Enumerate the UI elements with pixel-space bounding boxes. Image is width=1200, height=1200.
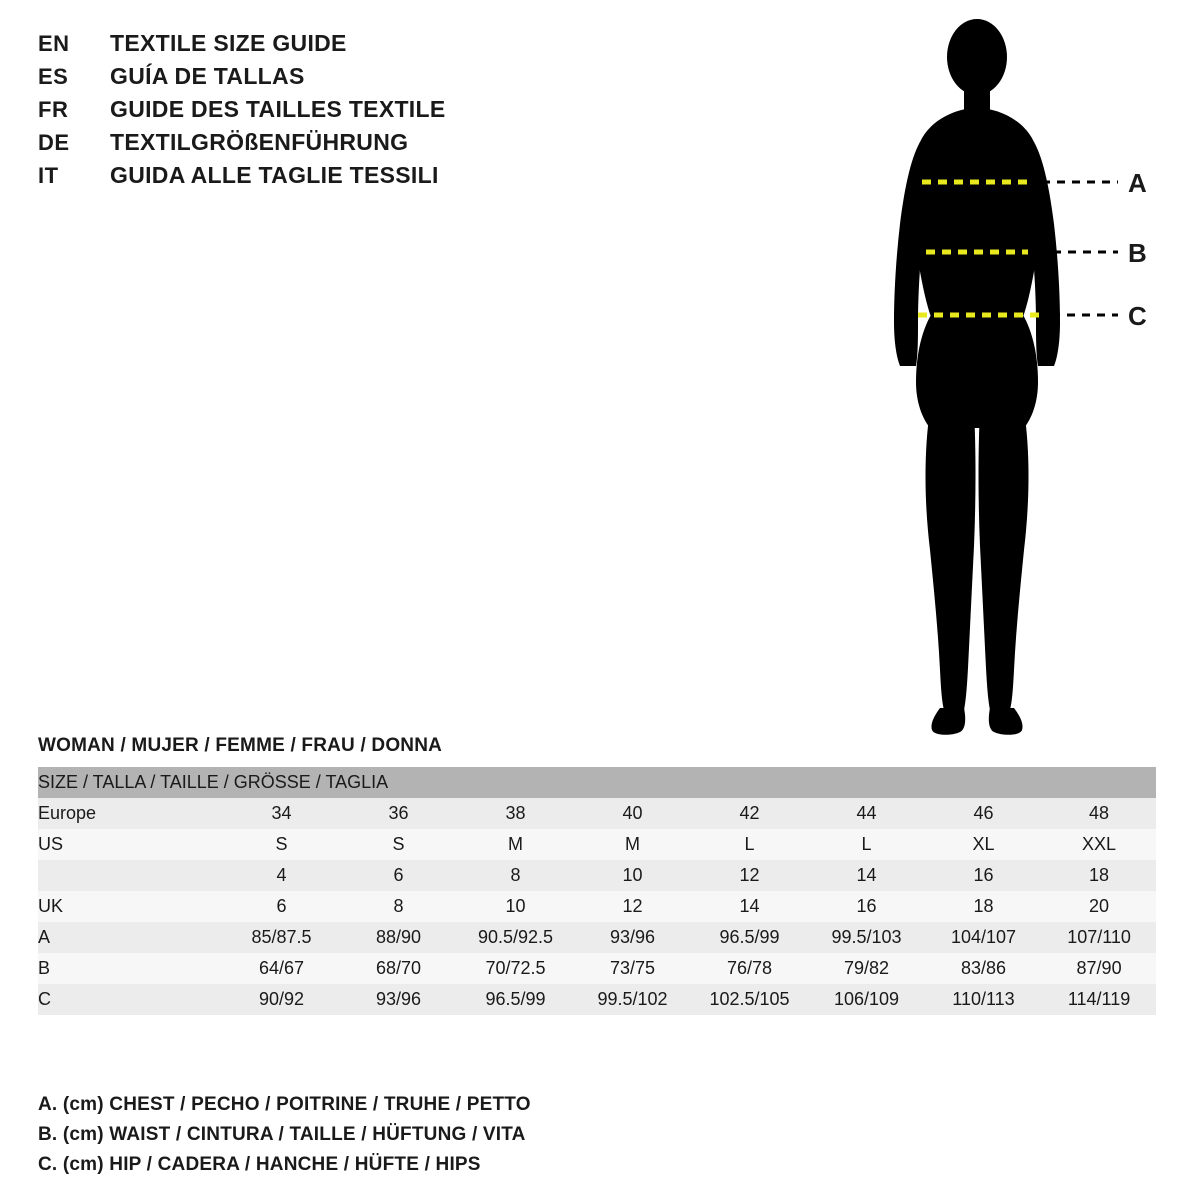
cell-c-6: 106/109 (808, 984, 925, 1015)
row-label-uk: UK (38, 891, 223, 922)
cell-b-6: 79/82 (808, 953, 925, 984)
language-code-fr: FR (38, 97, 69, 122)
title-row-it (38, 162, 558, 195)
title-text-fr: GUIDE DES TAILLES TEXTILE (110, 96, 446, 122)
cell-uk-1: 6 (223, 891, 340, 922)
cell-europe-3: 38 (457, 798, 574, 829)
table-row (38, 922, 1156, 953)
cell-usnum-4: 10 (574, 860, 691, 891)
title-row-de (38, 129, 558, 162)
cell-us-2: S (340, 829, 457, 860)
legend-waist: B. (cm) WAIST / CINTURA / TAILLE / HÜFTUNG / VITA (38, 1124, 526, 1145)
cell-europe-7: 46 (925, 798, 1042, 829)
row-label-c: C (38, 984, 223, 1015)
cell-a-2: 88/90 (340, 922, 457, 953)
table-header-cell: SIZE / TALLA / TAILLE / GRÖSSE / TAGLIA (38, 767, 1156, 798)
cell-b-7: 83/86 (925, 953, 1042, 984)
cell-b-4: 73/75 (574, 953, 691, 984)
cell-a-4: 93/96 (574, 922, 691, 953)
language-code-es: ES (38, 64, 69, 89)
table-row (38, 984, 1156, 1015)
marker-label-b: B (1128, 238, 1147, 268)
cell-c-3: 96.5/99 (457, 984, 574, 1015)
marker-label-c: C (1128, 301, 1147, 331)
cell-a-3: 90.5/92.5 (457, 922, 574, 953)
cell-b-8: 87/90 (1042, 953, 1156, 984)
cell-b-5: 76/78 (691, 953, 808, 984)
cell-uk-4: 12 (574, 891, 691, 922)
cell-us-3: M (457, 829, 574, 860)
measurement-legend (38, 1090, 738, 1180)
cell-uk-3: 10 (457, 891, 574, 922)
title-text-en: TEXTILE SIZE GUIDE (110, 30, 347, 56)
cell-usnum-5: 12 (691, 860, 808, 891)
language-code-de: DE (38, 130, 70, 155)
language-code-en: EN (38, 31, 70, 56)
cell-us-5: L (691, 829, 808, 860)
cell-usnum-7: 16 (925, 860, 1042, 891)
cell-uk-7: 18 (925, 891, 1042, 922)
cell-a-8: 107/110 (1042, 922, 1156, 953)
title-text-it: GUIDA ALLE TAGLIE TESSILI (110, 162, 439, 188)
female-body-figure (860, 10, 1190, 750)
cell-c-8: 114/119 (1042, 984, 1156, 1015)
table-row (38, 798, 1156, 829)
cell-b-1: 64/67 (223, 953, 340, 984)
table-row (38, 860, 1156, 891)
cell-usnum-1: 4 (223, 860, 340, 891)
cell-c-7: 110/113 (925, 984, 1042, 1015)
language-title-block (38, 30, 558, 195)
cell-a-7: 104/107 (925, 922, 1042, 953)
cell-usnum-2: 6 (340, 860, 457, 891)
cell-europe-5: 42 (691, 798, 808, 829)
cell-c-5: 102.5/105 (691, 984, 808, 1015)
cell-us-8: XXL (1042, 829, 1156, 860)
cell-c-4: 99.5/102 (574, 984, 691, 1015)
size-table (38, 767, 1156, 1015)
cell-europe-8: 48 (1042, 798, 1156, 829)
cell-a-1: 85/87.5 (223, 922, 340, 953)
cell-usnum-8: 18 (1042, 860, 1156, 891)
row-label-a: A (38, 922, 223, 953)
cell-usnum-6: 14 (808, 860, 925, 891)
title-text-es: GUÍA DE TALLAS (110, 63, 305, 89)
cell-europe-4: 40 (574, 798, 691, 829)
cell-uk-8: 20 (1042, 891, 1156, 922)
title-row-es (38, 63, 558, 96)
cell-usnum-3: 8 (457, 860, 574, 891)
title-text-de: TEXTILGRÖßENFÜHRUNG (110, 129, 409, 155)
legend-chest: A. (cm) CHEST / PECHO / POITRINE / TRUHE / PETTO (38, 1094, 531, 1115)
row-label-europe: Europe (38, 798, 223, 829)
title-row-en (38, 30, 558, 63)
marker-label-a: A (1128, 168, 1147, 198)
cell-b-3: 70/72.5 (457, 953, 574, 984)
gender-label: WOMAN / MUJER / FEMME / FRAU / DONNA (38, 735, 443, 756)
cell-europe-1: 34 (223, 798, 340, 829)
cell-uk-6: 16 (808, 891, 925, 922)
cell-a-5: 96.5/99 (691, 922, 808, 953)
language-code-it: IT (38, 163, 59, 188)
table-row (38, 953, 1156, 984)
cell-us-1: S (223, 829, 340, 860)
title-row-fr (38, 96, 558, 129)
body-silhouette (894, 19, 1060, 735)
size-table-section (38, 735, 1168, 1015)
table-row (38, 829, 1156, 860)
cell-uk-2: 8 (340, 891, 457, 922)
cell-b-2: 68/70 (340, 953, 457, 984)
row-label-b: B (38, 953, 223, 984)
cell-c-2: 93/96 (340, 984, 457, 1015)
cell-us-6: L (808, 829, 925, 860)
legend-hip: C. (cm) HIP / CADERA / HANCHE / HÜFTE / HIPS (38, 1154, 481, 1175)
cell-europe-2: 36 (340, 798, 457, 829)
table-header-row (38, 767, 1156, 798)
table-row (38, 891, 1156, 922)
row-label-us: US (38, 829, 223, 860)
cell-uk-5: 14 (691, 891, 808, 922)
cell-europe-6: 44 (808, 798, 925, 829)
cell-a-6: 99.5/103 (808, 922, 925, 953)
cell-c-1: 90/92 (223, 984, 340, 1015)
row-label-us-numeric (38, 860, 223, 891)
cell-us-7: XL (925, 829, 1042, 860)
cell-us-4: M (574, 829, 691, 860)
